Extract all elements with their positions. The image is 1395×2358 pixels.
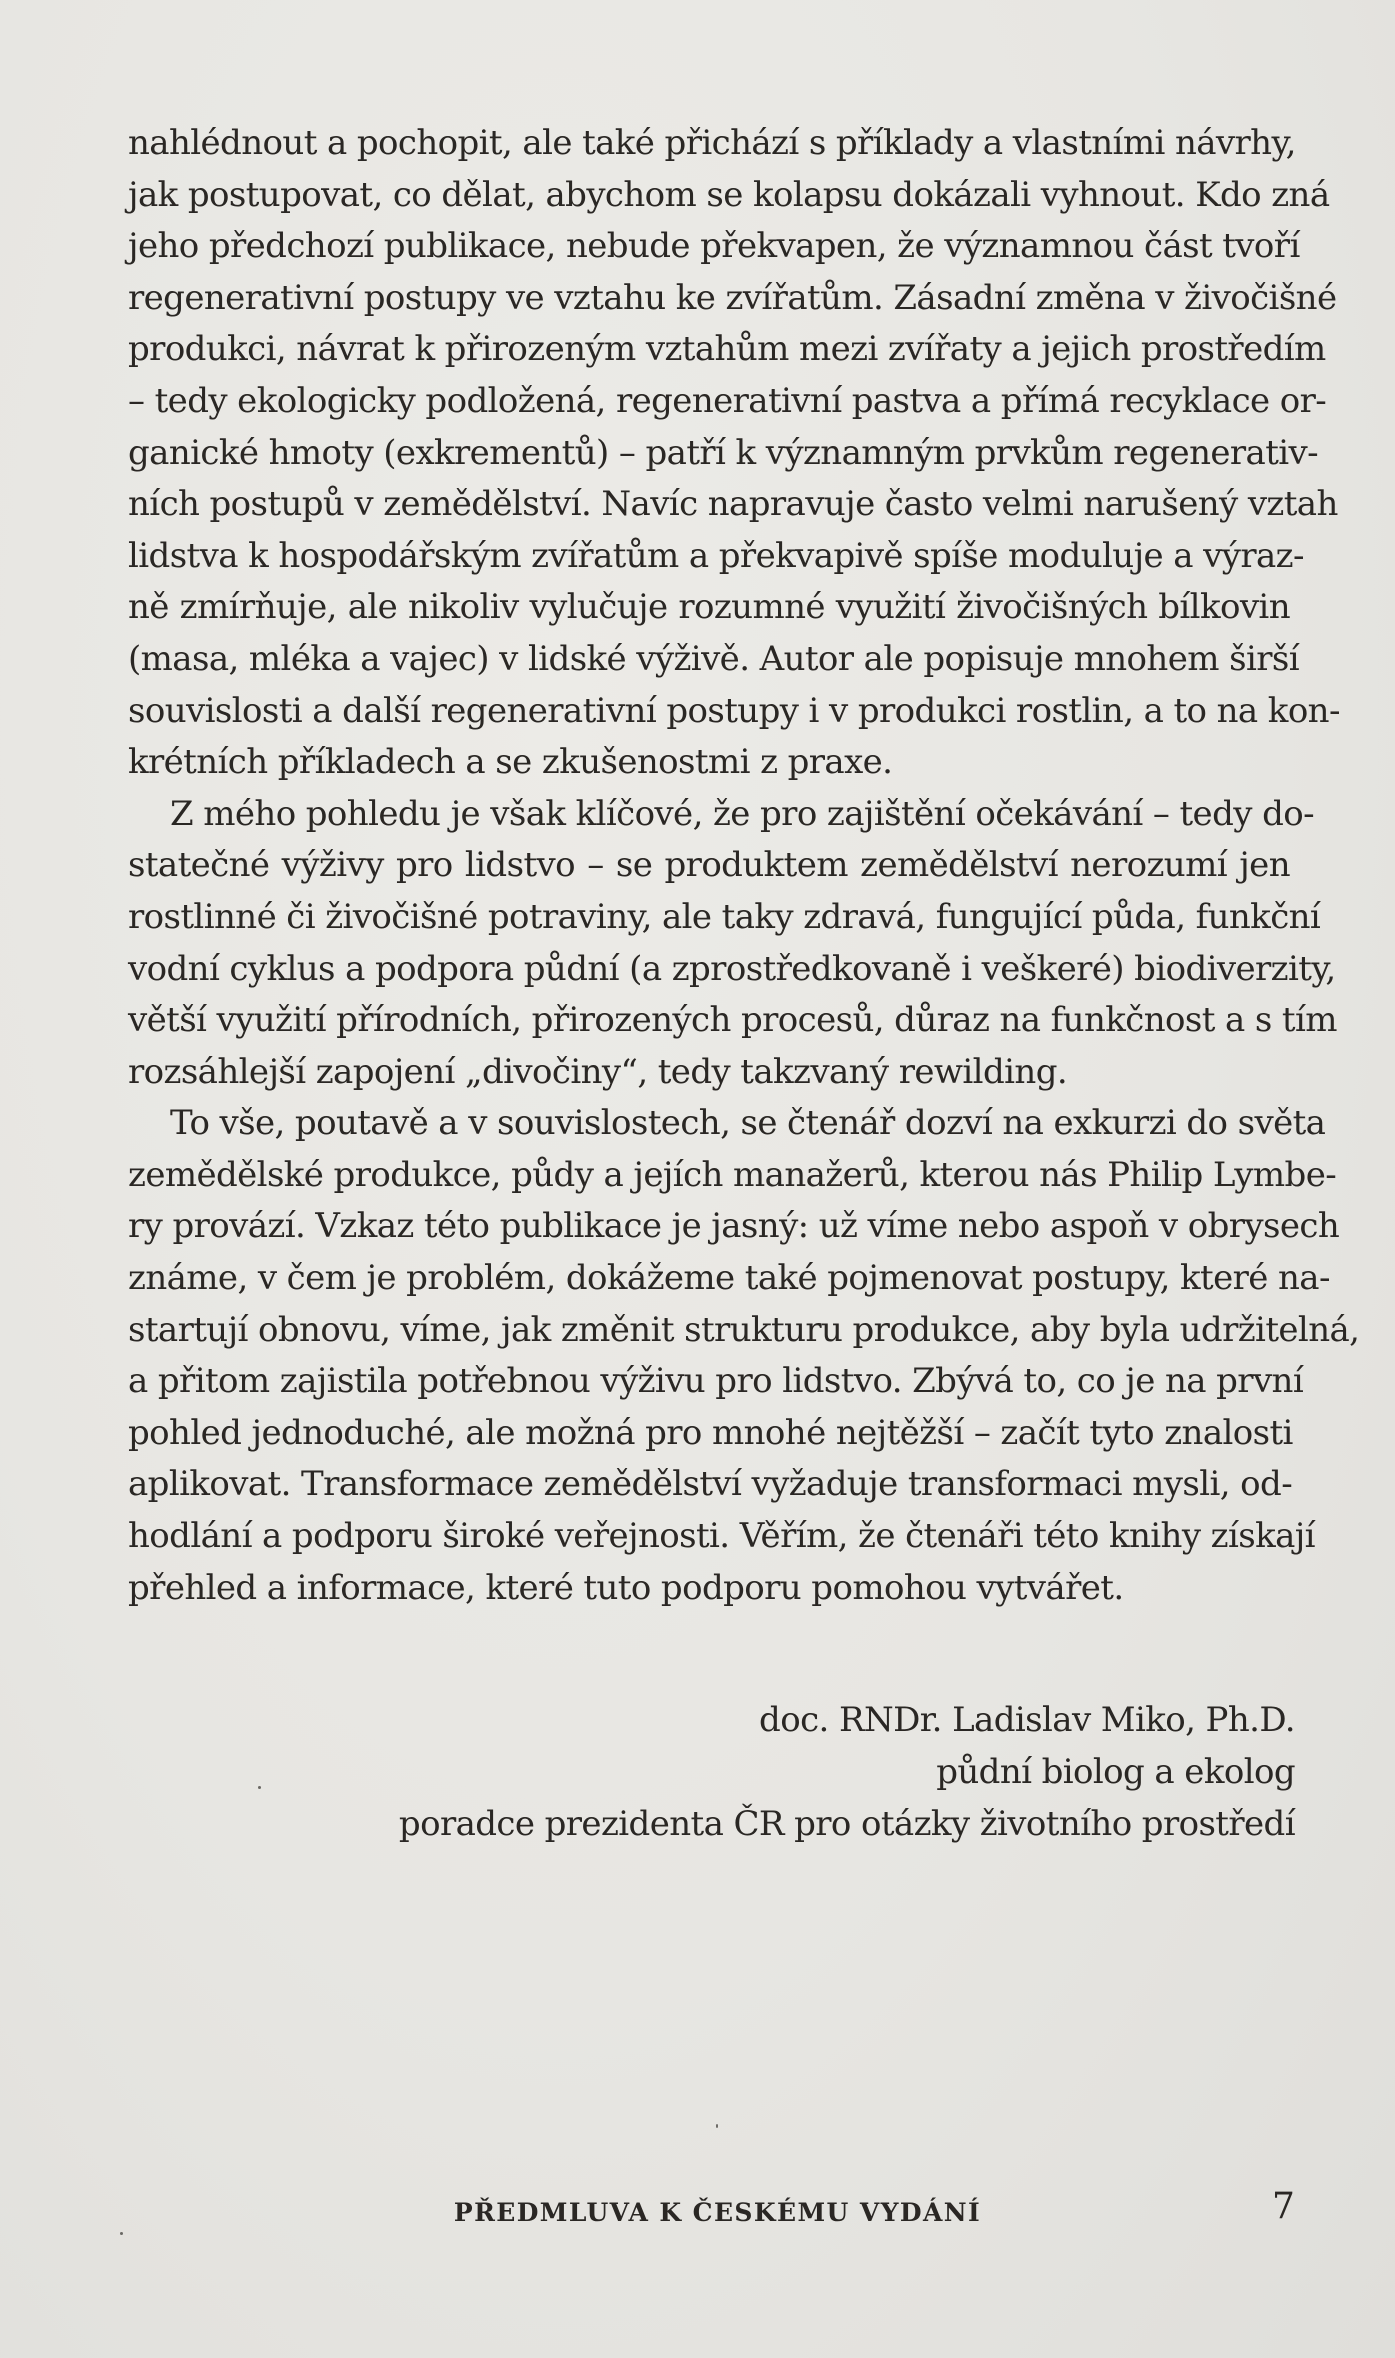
text-line: To vše, poutavě a v souvislostech, se čtenář dozví na exkurzi do světa: [170, 1103, 1326, 1144]
text-line: startují obnovu, víme, jak změnit strukturu produkce, aby byla udržitelná,: [128, 1309, 1360, 1350]
text-line: – tedy ekologicky podložená, regenerativní pastva a přímá recyklace or-: [128, 380, 1327, 421]
signature-name: doc. RNDr. Ladislav Miko, Ph.D.: [759, 1700, 1295, 1740]
text-line: ně zmírňuje, ale nikoliv vylučuje rozumné využití živočišných bílkovin: [128, 587, 1290, 628]
text-line: jeho předchozí publikace, nebude překvapen, že významnou část tvoří: [128, 226, 1300, 267]
text-line: jak postupovat, co dělat, abychom se kolapsu dokázali vyhnout. Kdo zná: [128, 174, 1330, 215]
text-line: pohled jednoduché, ale možná pro mnohé nejtěžší – začít tyto znalosti: [128, 1412, 1293, 1453]
text-line: produkci, návrat k přirozeným vztahům mezi zvířaty a jejich prostředím: [128, 329, 1326, 370]
text-line: nahlédnout a pochopit, ale také přichází s příklady a vlastními návrhy,: [128, 123, 1296, 163]
text-line: ních postupů v zemědělství. Navíc napravuje často velmi narušený vztah: [128, 484, 1338, 525]
text-line: souvislosti a další regenerativní postupy i v produkci rostlin, a to na kon-: [128, 690, 1340, 731]
text-line: lidstva k hospodářským zvířatům a překvapivě spíše moduluje a výraz-: [128, 535, 1304, 576]
text-line: známe, v čem je problém, dokážeme také pojmenovat postupy, které na-: [128, 1258, 1330, 1299]
chapter-title: PŘEDMLUVA K ČESKÉMU VYDÁNÍ: [453, 2198, 982, 2227]
text-line: ganické hmoty (exkrementů) – patří k významným prvkům regenerativ-: [128, 432, 1319, 473]
text-line: vodní cyklus a podpora půdní (a zprostředkovaně i veškeré) biodiverzity,: [128, 948, 1336, 989]
text-line: rostlinné či živočišné potraviny, ale taky zdravá, fungující půda, funkční: [128, 896, 1321, 937]
text-line: krétních příkladech a se zkušenostmi z praxe.: [128, 742, 893, 783]
paper-speck: [258, 1786, 261, 1789]
paper-speck: [120, 2232, 123, 2235]
signature-block: [399, 1694, 1295, 1850]
text-line: větší využití přírodních, přirozených procesů, důraz na funkčnost a s tím: [128, 1000, 1337, 1041]
text-line: regenerativní postupy ve vztahu ke zvířatům. Zásadní změna v živočišné: [128, 277, 1337, 318]
text-line: Z mého pohledu je však klíčové, že pro zajištění očekávání – tedy do-: [170, 793, 1314, 834]
paragraph-1: [128, 118, 1340, 789]
running-footer: [0, 2198, 1395, 2227]
text-line: (masa, mléka a vajec) v lidské výživě. Autor ale popisuje mnohem širší: [128, 638, 1299, 679]
paper-speck: [716, 2124, 718, 2128]
text-line: rozsáhlejší zapojení „divočiny“, tedy takzvaný rewilding.: [128, 1051, 1068, 1092]
body-text: [128, 118, 1360, 1614]
text-line: statečné výživy pro lidstvo – se produktem zemědělství nerozumí jen: [128, 845, 1290, 886]
text-line: a přitom zajistila potřebnou výživu pro lidstvo. Zbývá to, co je na první: [128, 1361, 1304, 1402]
text-line: aplikovat. Transformace zemědělství vyžaduje transformaci mysli, od-: [128, 1464, 1293, 1505]
text-line: přehled a informace, které tuto podporu pomohou vytvářet.: [128, 1567, 1124, 1608]
signature-position: poradce prezidenta ČR pro otázky životního prostředí: [398, 1804, 1295, 1844]
paragraph-2: [128, 789, 1337, 1099]
text-line: zemědělské produkce, půdy a jejích manažerů, kterou nás Philip Lymbe-: [128, 1154, 1337, 1195]
paragraph-3: [128, 1098, 1360, 1614]
text-line: ry provází. Vzkaz této publikace je jasný: už víme nebo aspoň v obrysech: [128, 1206, 1340, 1247]
page-number: 7: [1272, 2186, 1295, 2227]
text-line: hodlání a podporu široké veřejnosti. Věřím, že čtenáři této knihy získají: [128, 1516, 1315, 1557]
signature-role: půdní biolog a ekolog: [936, 1752, 1295, 1792]
